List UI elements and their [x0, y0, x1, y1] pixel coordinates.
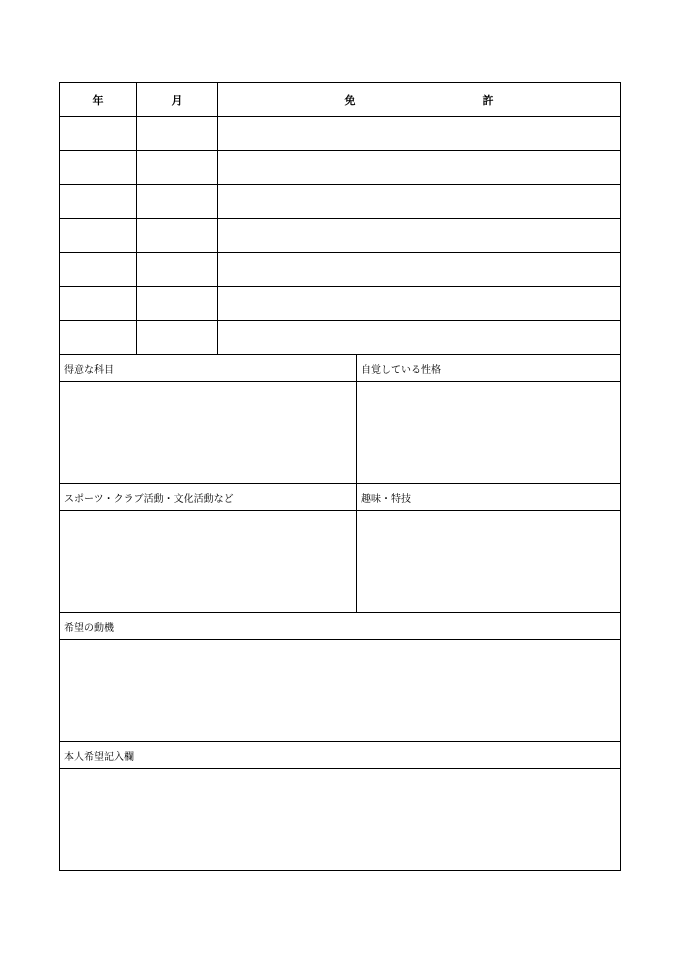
license-row — [60, 151, 621, 185]
license-table — [59, 82, 621, 355]
personal-requests-label: 本人希望記入欄 — [60, 742, 621, 769]
license-row — [60, 253, 621, 287]
license-name-cell[interactable] — [218, 185, 621, 219]
favorite-subjects-box[interactable] — [60, 382, 357, 484]
activities-label: スポーツ・クラブ活動・文化活動など — [60, 484, 357, 511]
section-box-row — [60, 511, 621, 613]
license-row — [60, 287, 621, 321]
license-month-cell[interactable] — [137, 287, 218, 321]
motivation-label: 希望の動機 — [60, 613, 621, 640]
personal-requests-box[interactable] — [60, 769, 621, 871]
section-label-row — [60, 613, 621, 640]
license-year-cell[interactable] — [60, 219, 137, 253]
license-year-cell[interactable] — [60, 253, 137, 287]
personality-box[interactable] — [357, 382, 621, 484]
license-month-cell[interactable] — [137, 151, 218, 185]
license-header-text: 免 許 — [344, 93, 552, 107]
license-name-cell[interactable] — [218, 287, 621, 321]
month-header: 月 — [137, 83, 218, 117]
activities-box[interactable] — [60, 511, 357, 613]
section-label-row — [60, 355, 621, 382]
license-name-cell[interactable] — [218, 219, 621, 253]
license-name-cell[interactable] — [218, 321, 621, 355]
hobbies-label: 趣味・特技 — [357, 484, 621, 511]
license-name-cell[interactable] — [218, 117, 621, 151]
license-row — [60, 219, 621, 253]
section-box-row — [60, 640, 621, 742]
license-name-cell[interactable] — [218, 151, 621, 185]
license-row — [60, 117, 621, 151]
license-month-cell[interactable] — [137, 253, 218, 287]
license-header — [218, 83, 621, 117]
license-month-cell[interactable] — [137, 219, 218, 253]
license-year-cell[interactable] — [60, 287, 137, 321]
section-label-row — [60, 742, 621, 769]
section-box-row — [60, 769, 621, 871]
resume-sheet — [59, 82, 621, 871]
year-header: 年 — [60, 83, 137, 117]
favorite-subjects-label: 得意な科目 — [60, 355, 357, 382]
license-year-cell[interactable] — [60, 185, 137, 219]
personality-label: 自覚している性格 — [357, 355, 621, 382]
license-month-cell[interactable] — [137, 185, 218, 219]
self-pr-table — [59, 354, 621, 871]
license-row — [60, 321, 621, 355]
license-month-cell[interactable] — [137, 321, 218, 355]
license-month-cell[interactable] — [137, 117, 218, 151]
license-row — [60, 185, 621, 219]
license-year-cell[interactable] — [60, 117, 137, 151]
section-box-row — [60, 382, 621, 484]
section-label-row — [60, 484, 621, 511]
hobbies-box[interactable] — [357, 511, 621, 613]
license-header-row — [60, 83, 621, 117]
license-year-cell[interactable] — [60, 151, 137, 185]
motivation-box[interactable] — [60, 640, 621, 742]
license-year-cell[interactable] — [60, 321, 137, 355]
license-name-cell[interactable] — [218, 253, 621, 287]
